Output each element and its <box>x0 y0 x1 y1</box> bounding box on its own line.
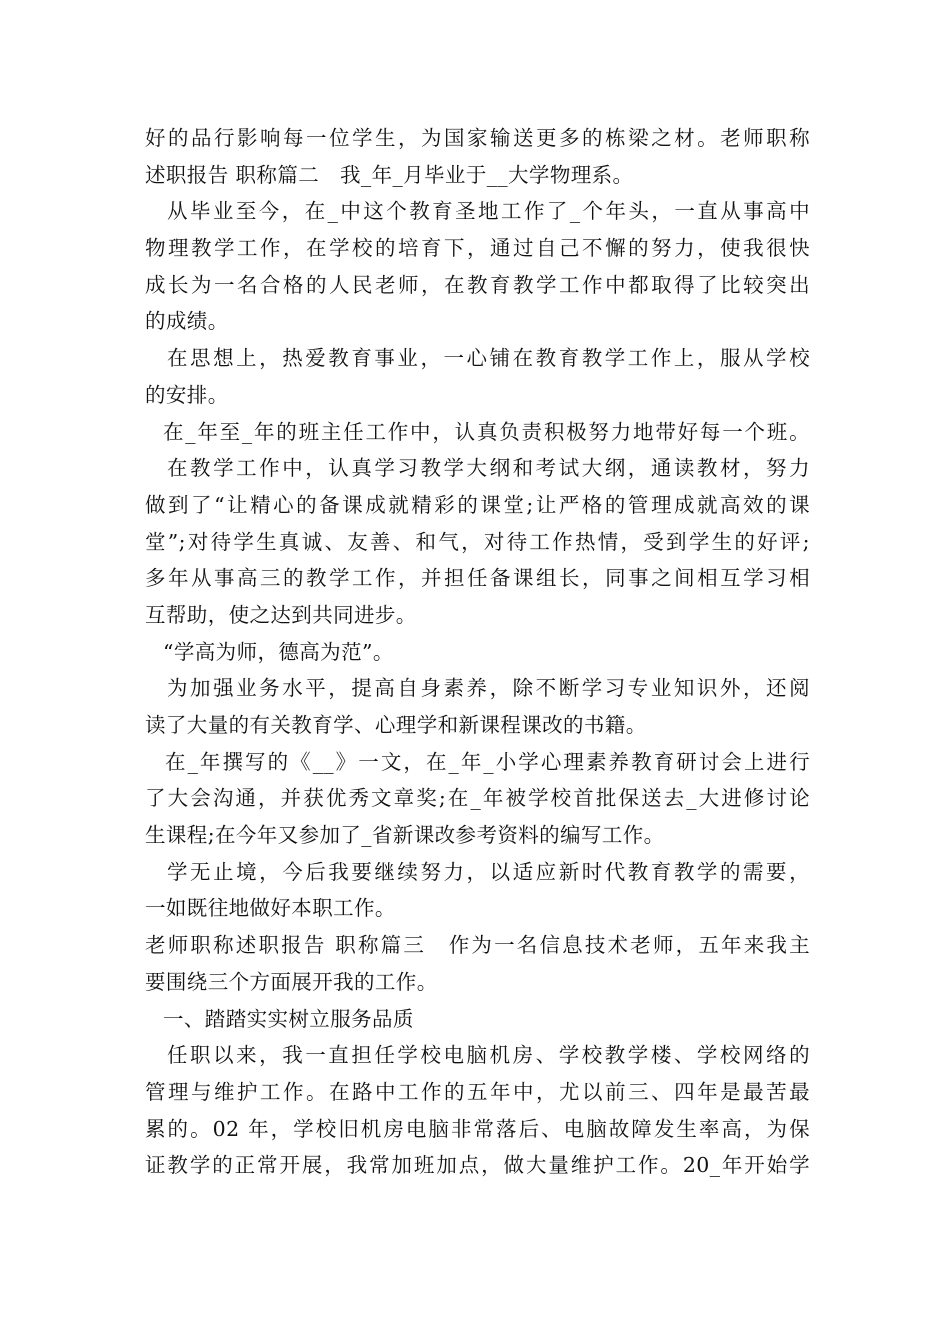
document-body <box>145 120 810 1184</box>
text-line: 在_年至_年的班主任工作中，认真负责积极努力地带好每一个班。 <box>163 419 810 444</box>
text-line: 管理与维护工作。在路中工作的五年中，尤以前三、四年是最苦最 <box>145 1079 810 1104</box>
text-line: 为加强业务水平，提高自身素养，除不断学习专业知识外，还阅 <box>167 676 810 701</box>
text-line: “学高为师，德高为范”。 <box>163 639 394 664</box>
text-line: 多年从事高三的教学工作，并担任备课组长，同事之间相互学习相 <box>145 566 810 591</box>
text-line: 在_年撰写的《__》一文，在_年_小学心理素养教育研讨会上进行 <box>165 749 810 774</box>
text-line: 好的品行影响每一位学生，为国家输送更多的栋梁之材。老师职称 <box>145 126 810 150</box>
text-line: 做到了“让精心的备课成就精彩的课堂;让严格的管理成就高效的课 <box>145 492 810 517</box>
text-line: 一、踏踏实实树立服务品质 <box>163 1006 414 1031</box>
text-line: 任职以来，我一直担任学校电脑机房、学校教学楼、学校网络的 <box>167 1043 810 1068</box>
text-line: 在思想上，热爱教育事业，一心铺在教育教学工作上，服从学校 <box>167 346 810 371</box>
text-line: 的安排。 <box>145 382 229 407</box>
text-line: 要围绕三个方面展开我的工作。 <box>145 969 438 994</box>
text-line: 从毕业至今，在_中这个教育圣地工作了_个年头，一直从事高中 <box>167 199 810 224</box>
text-line: 证教学的正常开展，我常加班加点，做大量维护工作。20_年开始学 <box>145 1153 810 1178</box>
text-line: 堂”;对待学生真诚、友善、和气，对待工作热情，受到学生的好评; <box>145 529 810 554</box>
text-line: 成长为一名合格的人民老师，在教育教学工作中都取得了比较突出 <box>145 272 810 297</box>
text-line: 生课程;在今年又参加了_省新课改参考资料的编写工作。 <box>145 823 665 848</box>
text-line: 读了大量的有关教育学、心理学和新课程课改的书籍。 <box>145 713 647 737</box>
text-line: 了大会沟通，并获优秀文章奖;在_年被学校首批保送去_大进修讨论 <box>145 786 810 811</box>
text-line: 学无止境，今后我要继续努力，以适应新时代教育教学的需要， <box>167 859 810 884</box>
text-line: 述职报告 职称篇二 我_年_月毕业于__大学物理系。 <box>145 162 634 187</box>
text-line: 互帮助，使之达到共同进步。 <box>145 602 417 627</box>
text-line: 累的。02 年，学校旧机房电脑非常落后、电脑故障发生率高，为保 <box>145 1116 810 1141</box>
text-line: 的成绩。 <box>145 309 229 334</box>
text-line: 在教学工作中，认真学习教学大纲和考试大纲，通读教材，努力 <box>167 456 810 481</box>
text-line: 一如既往地做好本职工作。 <box>145 896 396 921</box>
text-line: 物理教学工作，在学校的培育下，通过自己不懈的努力，使我很快 <box>145 236 810 261</box>
text-line: 老师职称述职报告 职称篇三 作为一名信息技术老师，五年来我主 <box>145 933 810 958</box>
